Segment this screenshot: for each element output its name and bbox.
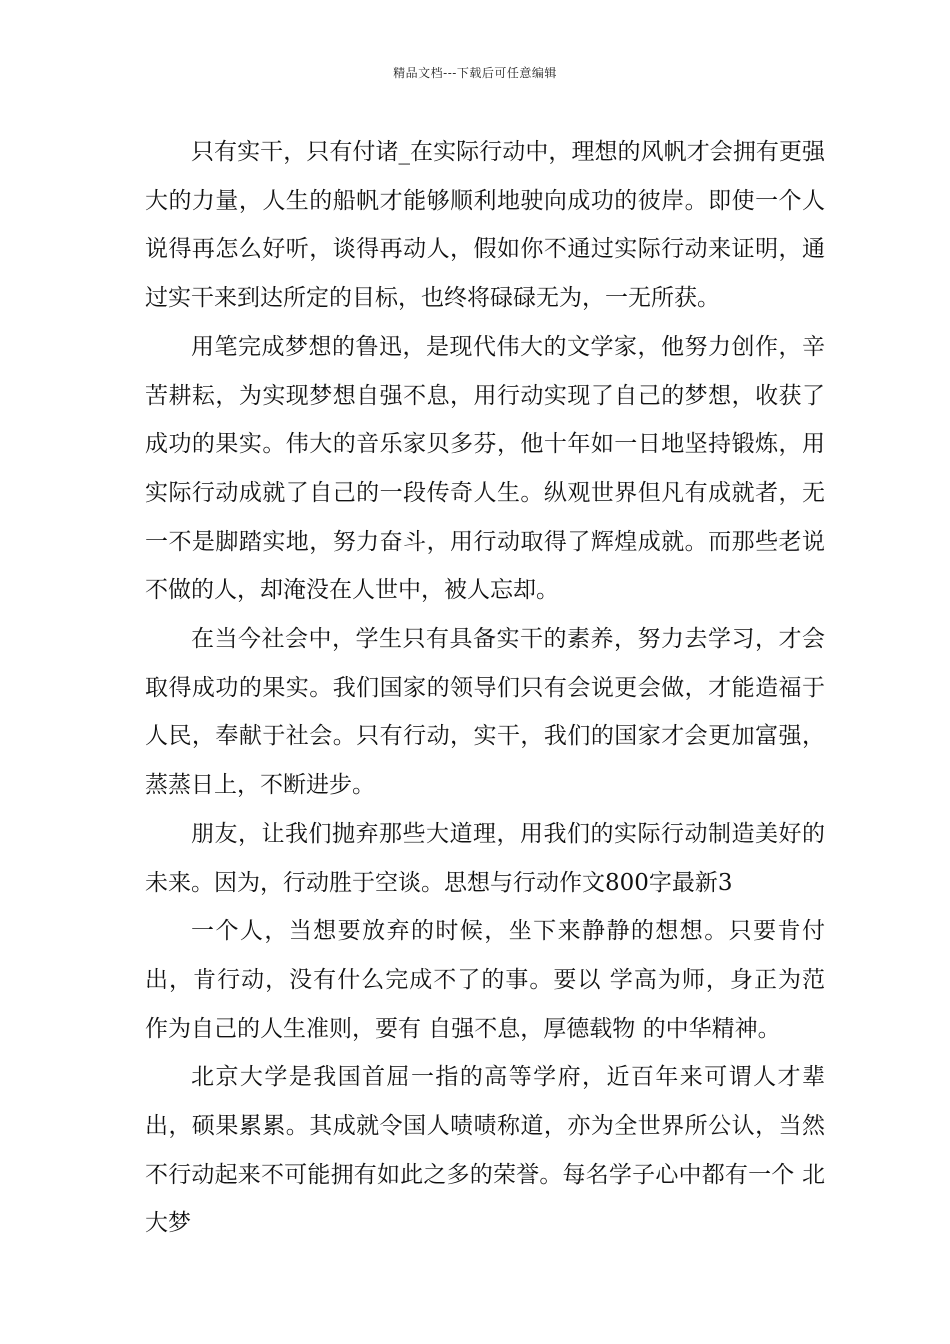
paragraph-1: 只有实干，只有付诸_在实际行动中，理想的风帆才会拥有更强大的力量，人生的船帆才能够顺利地驶向成功的彼岸。即使一个人说得再怎么好听，谈得再动人，假如你不通过实际行动来证明，通过实干来到达所定的目标，也终将碌碌无为，一无所获。: [145, 139, 825, 312]
paragraph-6: 北京大学是我国首屈一指的高等学府，近百年来可谓人才辈出，硕果累累。其成就令国人啧啧称道，亦为全世界所公认，当然不行动起来不可能拥有如此之多的荣誉。每名学子心中都有一个 北大梦: [145, 1064, 825, 1237]
paragraph-5: 一个人，当想要放弃的时候，坐下来静静的想想。只要肯付出，肯行动，没有什么完成不了的事。要以 学高为师，身正为范 作为自己的人生准则，要有 自强不息，厚德载物 的中华精神。: [145, 918, 833, 1042]
paragraph-4: 朋友，让我们抛弃那些大道理，用我们的实际行动制造美好的未来。因为，行动胜于空谈。思想与行动作文800字最新3: [145, 820, 825, 896]
page-header: 精品文档---下载后可任意编辑: [393, 66, 557, 80]
document-body: [145, 128, 833, 1248]
paragraph-2: 用笔完成梦想的鲁迅，是现代伟大的文学家，他努力创作，辛苦耕耘，为实现梦想自强不息，用行动实现了自己的梦想，收获了成功的果实。伟大的音乐家贝多芬，他十年如一日地坚持锻炼，用实际行动成就了自己的一段传奇人生。纵观世界但凡有成就者，无一不是脚踏实地，努力奋斗，用行动取得了辉煌成就。而那些老说不做的人，却淹没在人世中，被人忘却。: [145, 333, 825, 604]
paragraph-3: 在当今社会中，学生只有具备实干的素养，努力去学习，才会取得成功的果实。我们国家的领导们只有会说更会做，才能造福于人民，奉献于社会。只有行动，实干，我们的国家才会更加富强，蒸蒸日上，不断进步。: [145, 626, 825, 799]
